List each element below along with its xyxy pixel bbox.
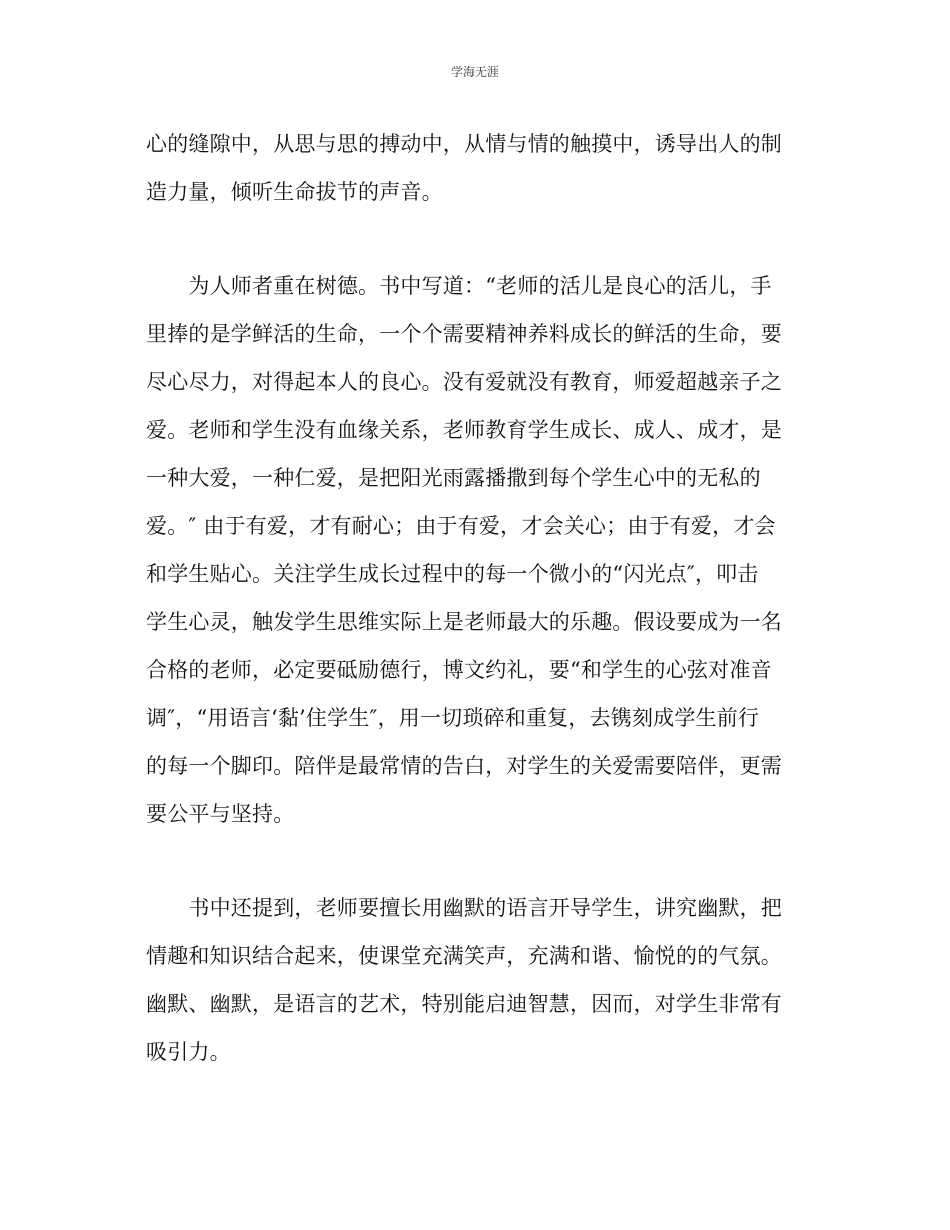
text-line: 爱。老师和学生没有血缘关系，老师教育学生成长、成人、成才，是 — [146, 418, 782, 442]
paragraph-spacer — [146, 838, 806, 884]
text-line: 一种大爱，一种仁爱，是把阳光雨露播撒到每个学生心中的无私的 — [146, 466, 761, 490]
page-header: 学海无涯 — [450, 65, 499, 79]
text-line: 吸引力。 — [146, 1040, 231, 1064]
text-line: 情趣和知识结合起来，使课堂充满笑声，充满和谐、愉悦的的气氛。 — [146, 944, 782, 968]
text-line: 和学生贴心。关注学生成长过程中的每一个微小的“闪光点″，叩击 — [146, 562, 759, 586]
text-line: 合格的老师，必定要砥励德行，博文约礼，要“和学生的心弦对准音 — [146, 658, 772, 682]
text-line: 的每一个脚印。陪伴是最常情的告白，对学生的关爱需要陪伴，更需 — [146, 754, 782, 778]
text-line: 心的缝隙中，从思与思的搏动中，从情与情的触摸中，诱导出人的制 — [146, 132, 782, 156]
text-line: 学生心灵，触发学生思维实际上是老师最大的乐趣。假设要成为一名 — [146, 610, 782, 634]
text-line: 造力量，倾听生命拔节的声音。 — [146, 180, 443, 204]
paragraph-2 — [146, 262, 806, 838]
text-line: 为人师者重在树德。书中写道：“老师的活儿是良心的活儿，手 — [146, 274, 772, 298]
paragraph-spacer — [146, 216, 806, 262]
paragraph-1 — [146, 120, 806, 216]
text-line: 幽默、幽默，是语言的艺术，特别能启迪智慧，因而，对学生非常有 — [146, 992, 782, 1016]
document-body — [146, 120, 806, 1076]
text-line: 书中还提到，老师要擅长用幽默的语言开导学生，讲究幽默，把 — [146, 896, 782, 920]
text-line: 要公平与坚持。 — [146, 802, 295, 826]
text-line: 调″，“用语言‘黏’住学生″，用一切琐碎和重复，去镌刻成学生前行 — [146, 706, 760, 730]
text-line: 里捧的是学鲜活的生命，一个个需要精神养料成长的鲜活的生命，要 — [146, 322, 782, 346]
paragraph-3 — [146, 884, 806, 1076]
text-line: 尽心尽力，对得起本人的良心。没有爱就没有教育，师爱超越亲子之 — [146, 370, 782, 394]
text-line: 爱。″ 由于有爱，才有耐心；由于有爱，才会关心；由于有爱，才会 — [146, 514, 776, 538]
